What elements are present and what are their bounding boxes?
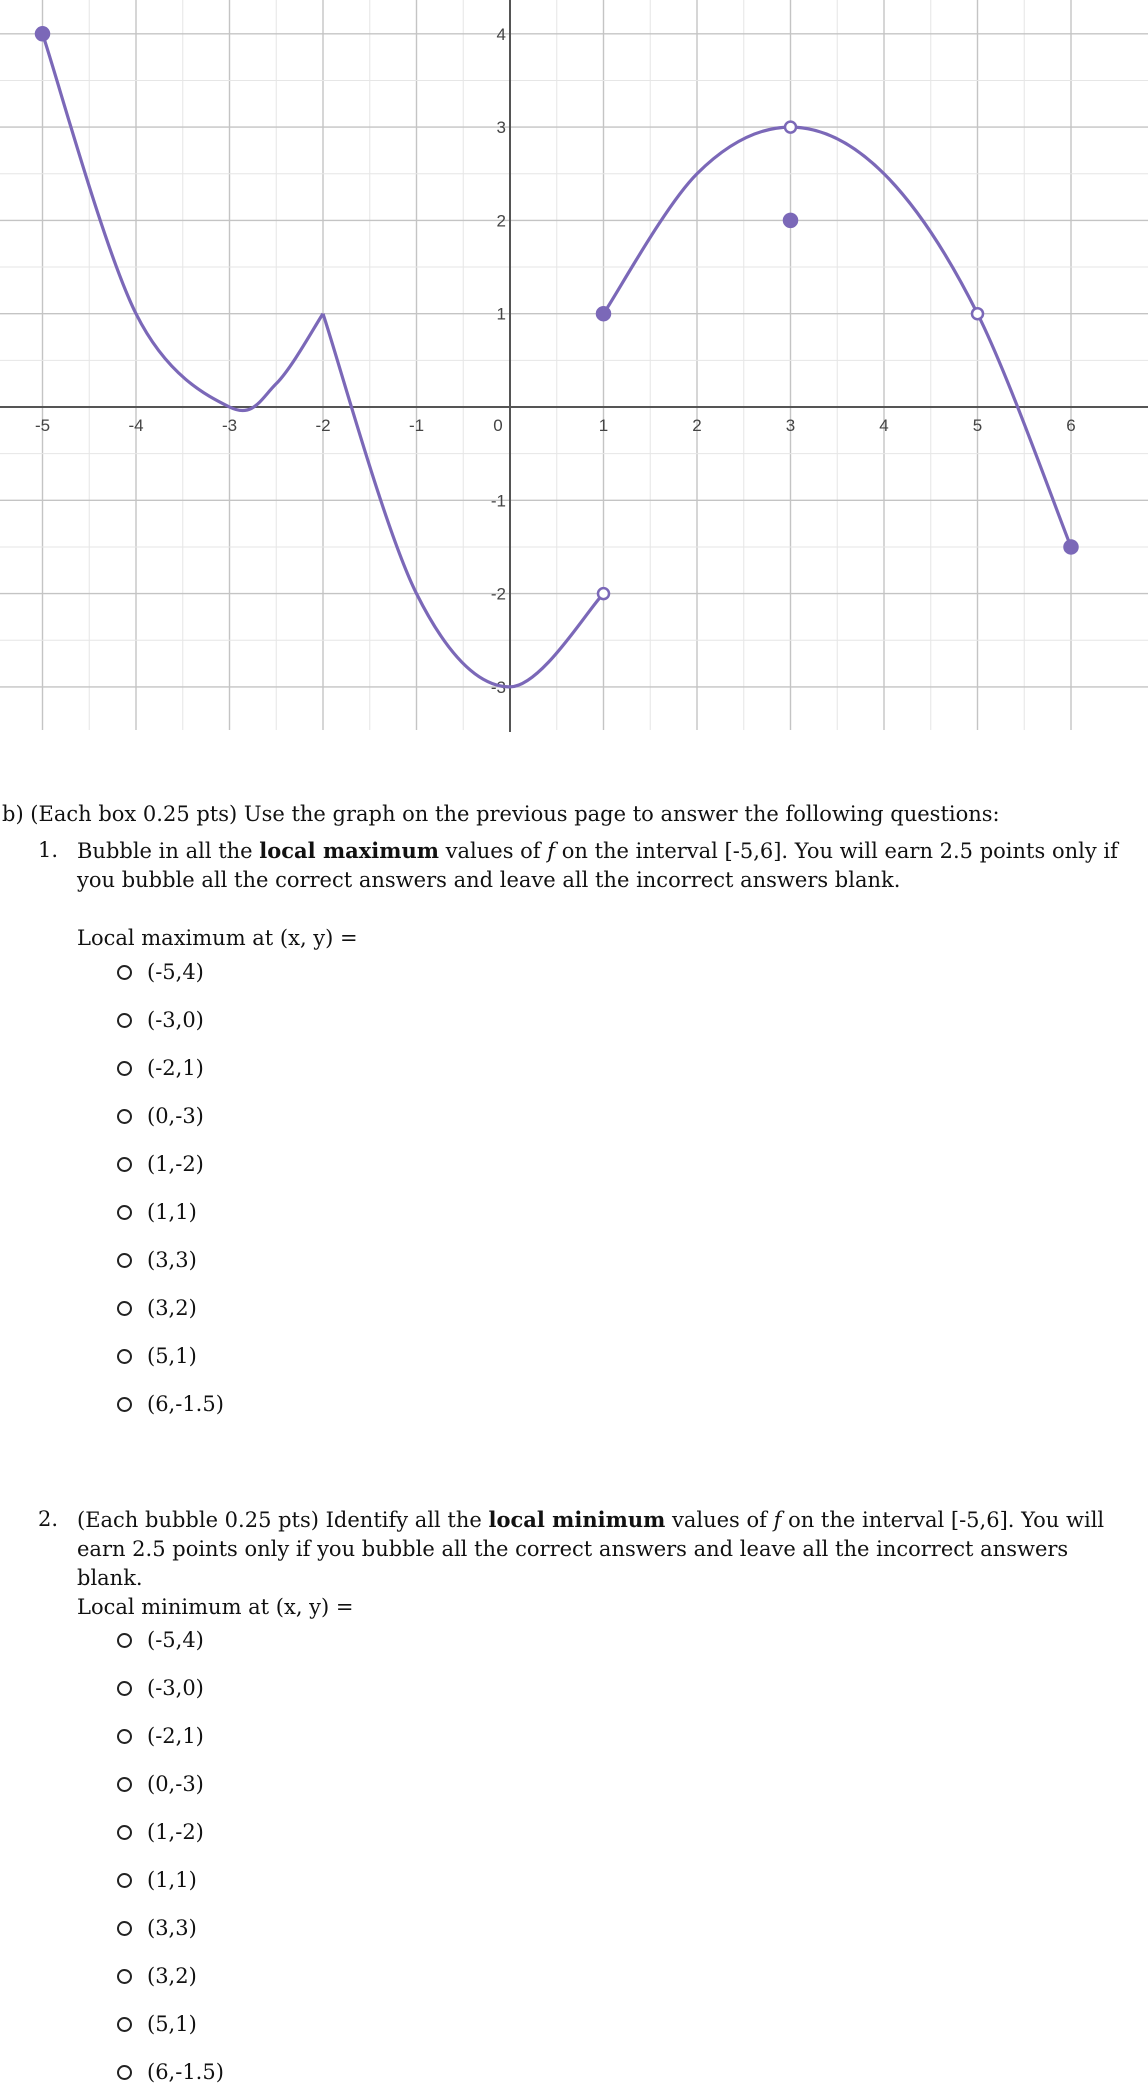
q1-option-label: (1,1) bbox=[147, 1200, 197, 1224]
x-tick-label: 4 bbox=[879, 416, 889, 435]
y-tick-label: 4 bbox=[496, 24, 506, 44]
x-tick-label: -3 bbox=[221, 416, 238, 435]
closed-point bbox=[1065, 540, 1078, 553]
q1-option[interactable] bbox=[117, 1092, 224, 1140]
closed-point bbox=[36, 27, 49, 40]
q1-text-pre: Bubble in all the bbox=[77, 839, 260, 863]
y-tick-label: -3 bbox=[490, 677, 506, 697]
q1-option[interactable] bbox=[117, 996, 224, 1044]
q1-bubble[interactable] bbox=[117, 1253, 132, 1268]
question-1-number: 1. bbox=[38, 838, 59, 862]
q2-bubble[interactable] bbox=[117, 1873, 132, 1888]
section-intro: b) (Each box 0.25 pts) Use the graph on the previous page to answer the following questions: bbox=[2, 802, 1000, 826]
q2-option-label: (5,1) bbox=[147, 2012, 197, 2036]
q1-option[interactable] bbox=[117, 1284, 224, 1332]
q1-option-label: (5,1) bbox=[147, 1344, 197, 1368]
question-1-options bbox=[117, 948, 224, 1428]
q1-bubble[interactable] bbox=[117, 1205, 132, 1220]
open-point bbox=[972, 308, 983, 319]
q2-option-label: (-2,1) bbox=[147, 1724, 204, 1748]
y-tick-label: -2 bbox=[490, 584, 506, 604]
q2-option[interactable] bbox=[117, 2048, 224, 2096]
q2-bubble[interactable] bbox=[117, 1729, 132, 1744]
q1-text-post: on the interval [-5,6]. You will earn 2.5 points only if you bubble all the correct answers and leave all the incorrect answers blank. bbox=[77, 839, 1118, 892]
q2-option[interactable] bbox=[117, 1760, 224, 1808]
q1-option-label: (3,3) bbox=[147, 1248, 197, 1272]
closed-point bbox=[784, 214, 797, 227]
q2-bubble[interactable] bbox=[117, 2065, 132, 2080]
q2-option[interactable] bbox=[117, 1616, 224, 1664]
q1-text-var: f bbox=[547, 839, 556, 863]
q1-option[interactable] bbox=[117, 1380, 224, 1428]
y-tick-label: -1 bbox=[490, 491, 506, 511]
q2-bubble[interactable] bbox=[117, 1969, 132, 1984]
y-tick-label: 1 bbox=[496, 304, 506, 324]
q1-bubble[interactable] bbox=[117, 1013, 132, 1028]
q2-bubble[interactable] bbox=[117, 1681, 132, 1696]
q2-text-post: on the interval [-5,6]. You will earn 2.5 points only if you bubble all the correct answers and leave all the incorrect answers blank. bbox=[77, 1508, 1105, 1590]
open-point bbox=[598, 588, 609, 599]
q2-option[interactable] bbox=[117, 1856, 224, 1904]
q2-text-var: f bbox=[773, 1508, 782, 1532]
q2-option-label: (1,-2) bbox=[147, 1820, 204, 1844]
x-tick-label: 6 bbox=[1066, 416, 1076, 435]
q1-option-label: (3,2) bbox=[147, 1296, 197, 1320]
q2-option-label: (6,-1.5) bbox=[147, 2060, 224, 2084]
q1-option-label: (-5,4) bbox=[147, 960, 204, 984]
question-2-options bbox=[117, 1616, 224, 2096]
q1-option-label: (-2,1) bbox=[147, 1056, 204, 1080]
q1-bubble[interactable] bbox=[117, 1349, 132, 1364]
x-tick-label: -1 bbox=[408, 416, 425, 435]
q2-bubble[interactable] bbox=[117, 2017, 132, 2032]
q2-option-label: (-5,4) bbox=[147, 1628, 204, 1652]
q1-bubble[interactable] bbox=[117, 965, 132, 980]
q1-text-bold: local maximum bbox=[259, 838, 439, 863]
q1-option-label: (-3,0) bbox=[147, 1008, 204, 1032]
question-2-number: 2. bbox=[38, 1507, 59, 1531]
x-tick-label: -4 bbox=[128, 416, 144, 435]
q1-option[interactable] bbox=[117, 948, 224, 996]
q1-option[interactable] bbox=[117, 1044, 224, 1092]
q2-option[interactable] bbox=[117, 1904, 224, 1952]
q1-option[interactable] bbox=[117, 1188, 224, 1236]
question-2-text bbox=[77, 1505, 1118, 1593]
q2-option-label: (3,3) bbox=[147, 1916, 197, 1940]
question-1 bbox=[38, 836, 1118, 895]
q1-option[interactable] bbox=[117, 1140, 224, 1188]
q1-bubble[interactable] bbox=[117, 1397, 132, 1412]
q2-option[interactable] bbox=[117, 1664, 224, 1712]
q2-option[interactable] bbox=[117, 1952, 224, 2000]
closed-point bbox=[597, 307, 610, 320]
q2-bubble[interactable] bbox=[117, 1921, 132, 1936]
q2-option-label: (1,1) bbox=[147, 1868, 197, 1892]
x-tick-label: -5 bbox=[34, 416, 51, 435]
q2-text-pre: (Each bubble 0.25 pts) Identify all the bbox=[77, 1508, 489, 1532]
q1-text-mid: values of bbox=[438, 839, 548, 863]
x-tick-label: -2 bbox=[315, 416, 331, 435]
q1-option[interactable] bbox=[117, 1332, 224, 1380]
question-2 bbox=[38, 1505, 1118, 1593]
question-1-answer-label: Local maximum at (x, y) = bbox=[77, 926, 358, 950]
q1-bubble[interactable] bbox=[117, 1301, 132, 1316]
q1-bubble[interactable] bbox=[117, 1061, 132, 1076]
q2-bubble[interactable] bbox=[117, 1633, 132, 1648]
q2-option-label: (-3,0) bbox=[147, 1676, 204, 1700]
y-tick-label: 3 bbox=[496, 118, 506, 138]
q2-text-mid: values of bbox=[665, 1508, 774, 1532]
x-tick-label: 0 bbox=[493, 416, 503, 435]
q2-option[interactable] bbox=[117, 1712, 224, 1760]
q2-option-label: (3,2) bbox=[147, 1964, 197, 1988]
q1-option[interactable] bbox=[117, 1236, 224, 1284]
question-1-text bbox=[77, 836, 1118, 895]
x-tick-label: 3 bbox=[785, 416, 796, 435]
q2-bubble[interactable] bbox=[117, 1777, 132, 1792]
q1-option-label: (6,-1.5) bbox=[147, 1392, 224, 1416]
function-graph bbox=[0, 0, 1148, 735]
open-point bbox=[785, 122, 796, 133]
q2-bubble[interactable] bbox=[117, 1825, 132, 1840]
q2-option-label: (0,-3) bbox=[147, 1772, 204, 1796]
x-tick-label: 5 bbox=[972, 416, 983, 435]
q1-option-label: (1,-2) bbox=[147, 1152, 204, 1176]
q1-option-label: (0,-3) bbox=[147, 1104, 204, 1128]
x-tick-label: 2 bbox=[692, 416, 702, 435]
question-2-answer-label: Local minimum at (x, y) = bbox=[77, 1595, 354, 1619]
q1-bubble[interactable] bbox=[117, 1109, 132, 1124]
y-tick-label: 2 bbox=[496, 211, 506, 231]
x-tick-label: 1 bbox=[598, 416, 609, 435]
q2-option[interactable] bbox=[117, 2000, 224, 2048]
q1-bubble[interactable] bbox=[117, 1157, 132, 1172]
q2-text-bold: local minimum bbox=[488, 1507, 666, 1532]
q2-option[interactable] bbox=[117, 1808, 224, 1856]
